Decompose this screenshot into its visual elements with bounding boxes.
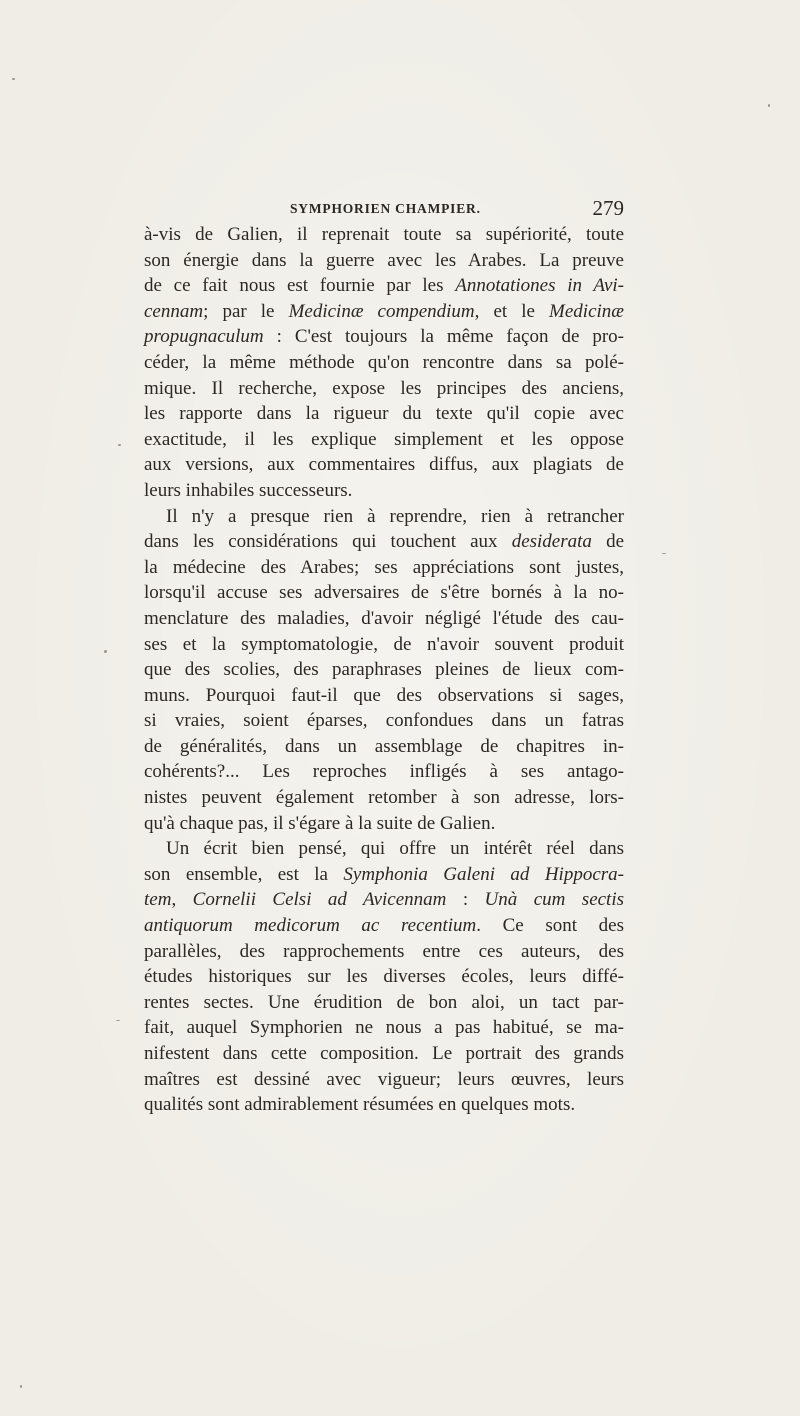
text-line: céder, la même méthode qu'on rencontre dans sa polé- [144,351,624,373]
text-span: , et le [474,300,550,322]
italic-title: Annotationes in Avi- [455,275,624,297]
text-line: maîtres est dessiné avec vigueur; leurs œuvres, leurs [144,1068,624,1090]
text-line: leurs inhabiles successeurs. [144,479,353,501]
text-line: muns. Pourquoi faut-il que des observations si sages, [144,684,624,706]
text-span: , [171,889,193,911]
text-line [144,273,624,299]
text-line: fait, auquel Symphorien ne nous a pas habitué, se ma- [144,1017,624,1039]
paper-speck [20,1385,22,1388]
text-line: Un écrit bien pensé, qui offre un intérêt réel dans [166,838,624,860]
text-line: la médecine des Arabes; ses appréciations sont justes, [144,556,624,578]
text-line: nistes peuvent également retomber à son adresse, lors- [144,787,624,809]
text-line: lorsqu'il accuse ses adversaires de s'être bornés à la no- [144,582,624,604]
text-line [144,324,624,350]
text-line [144,913,624,939]
page-number: 279 [592,196,624,220]
text-line: rentes sectes. Une érudition de bon aloi, un tact par- [144,991,624,1013]
text-span: son ensemble, est la [144,863,344,885]
paper-speck [104,650,107,653]
paper-speck [662,553,666,554]
italic-term: desiderata [511,531,592,553]
text-line: aux versions, aux commentaires diffus, aux plagiats de [144,454,624,476]
paper-speck [118,444,121,446]
italic-title: tem [144,889,172,911]
text-line: les rapporte dans la rigueur du texte qu'il copie avec [144,403,624,425]
text-line: menclature des maladies, d'avoir négligé l'étude des cau- [144,607,624,629]
text-line: exactitude, il les explique simplement et les oppose [144,428,624,450]
italic-title: cennam [144,300,204,322]
text-span: de [591,531,625,553]
text-line: qualités sont admirablement résumées en quelques mots. [144,1094,576,1116]
text-line: de généralités, dans un assemblage de chapitres in- [144,735,624,757]
text-line: Il n'y a presque rien à reprendre, rien à retrancher [166,505,624,527]
paper-speck [116,1020,120,1021]
text-line: mique. Il recherche, expose les principes des anciens, [144,377,624,399]
paper-speck [12,78,15,80]
text-span: ; par le [203,300,289,322]
text-line: ses et la symptomatologie, de n'avoir souvent produit [144,633,624,655]
text-line: si vraies, soient éparses, confondues dans un fatras [144,710,624,732]
text-span: dans les considérations qui touchent aux [144,531,512,553]
italic-title: Unà cum sectis [484,889,625,911]
text-line: cohérents?... Les reproches infligés à ses antago- [144,761,624,783]
body-text [144,222,624,1118]
text-span: . Ce sont des [476,915,624,937]
text-line: nifestent dans cette composition. Le portrait des grands [144,1043,624,1064]
italic-title: Cornelii Celsi ad Avicennam [192,889,447,911]
text-line [144,887,624,913]
italic-title: Medicinæ compendium [288,300,475,322]
italic-title: antiquorum medicorum ac recentium [144,915,477,937]
text-line [144,862,624,888]
text-span: de ce fait nous est fournie par les [144,275,456,297]
text-line: qu'à chaque pas, il s'égare à la suite de Galien. [144,812,496,834]
text-span: : [446,889,485,911]
text-line: que des scolies, des paraphrases pleines de lieux com- [144,659,624,681]
text-line: à-vis de Galien, il reprenait toute sa supériorité, toute [144,224,624,245]
running-title: SYMPHORIEN CHAMPIER. [290,201,481,216]
italic-title: Medicinæ [549,300,624,322]
text-span: : C'est toujours la même façon de pro- [263,326,624,348]
text-line [144,529,624,555]
italic-title: propugnaculum [144,326,264,348]
text-line [144,299,624,325]
italic-title: Symphonia Galeni ad Hippocra- [343,863,624,885]
paper-speck [768,104,770,107]
text-line: son énergie dans la guerre avec les Arabes. La preuve [144,249,624,271]
text-line: études historiques sur les diverses écoles, leurs diffé- [144,966,624,988]
text-line: parallèles, des rapprochements entre ces auteurs, des [144,940,624,962]
page-header [144,196,624,222]
